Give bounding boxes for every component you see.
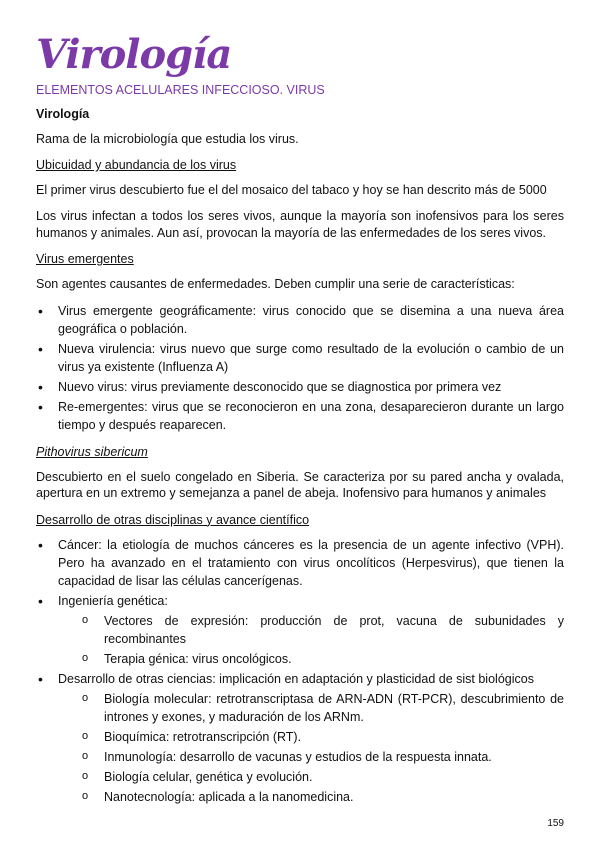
virologia-definition: Rama de la microbiología que estudia los virus. bbox=[36, 131, 299, 146]
otras-sublist bbox=[58, 690, 564, 806]
page-number: 159 bbox=[547, 818, 564, 829]
list-item: • Re-emergentes: virus que se reconocieron en una zona, desaparecieron durante un largo tiempo y después reaparecen. bbox=[36, 398, 564, 434]
section-heading-ubicuidad: Ubicuidad y abundancia de los virus bbox=[36, 158, 237, 172]
desarrollo-list bbox=[36, 536, 564, 806]
list-item-cancer: • Cáncer: la etiología de muchos cánceres es la presencia de un agente infectivo (VPH). Pero ha avanzado en el tratamiento con virus oncolíticos (Herpesvirus), que tienen la capacidad de lisar las células cancerígenas. bbox=[36, 536, 564, 590]
list-item: • Nueva virulencia: virus nuevo que surge como resultado de la evolución o cambio de un virus ya existente (Influenza A) bbox=[36, 340, 564, 376]
section-heading-pithovirus: Pithovirus sibericum bbox=[36, 445, 148, 459]
list-item-label: Desarrollo de otras ciencias: implicación en adaptación y plasticidad de sist biológicos bbox=[58, 672, 534, 686]
list-item: • Nuevo virus: virus previamente desconocido que se diagnostica por primera vez bbox=[36, 378, 564, 396]
ubicuidad-paragraph-1: El primer virus descubierto fue el del mosaico del tabaco y hoy se han descrito más de 5000 bbox=[36, 182, 547, 197]
list-item: • Virus emergente geográficamente: virus conocido que se disemina a una nueva área geográfica o población. bbox=[36, 302, 564, 338]
emergentes-list bbox=[36, 302, 564, 434]
section-heading-desarrollo: Desarrollo de otras disciplinas y avance científico bbox=[36, 512, 310, 527]
sublist-item: o Bioquímica: retrotranscripción (RT). bbox=[58, 728, 564, 746]
list-item-ingenieria-genetica bbox=[36, 592, 564, 668]
list-item-label: Ingeniería genética: bbox=[58, 594, 168, 608]
sublist-item: o Biología molecular: retrotranscriptasa de ARN-ADN (RT-PCR), descubrimiento de intrones y exones, y maduración de los ARNm. bbox=[58, 690, 564, 726]
pithovirus-paragraph: Descubierto en el suelo congelado en Siberia. Se caracteriza por su pared ancha y ovalada, apertura en un extremo y semejanza a panel de abeja. Inofensivo para humanos y animales bbox=[36, 469, 564, 500]
section-heading-virologia: Virología bbox=[36, 107, 90, 121]
sublist-item: o Terapia génica: virus oncológicos. bbox=[58, 650, 564, 668]
sublist-item: o Inmunología: desarrollo de vacunas y estudios de la respuesta innata. bbox=[58, 748, 564, 766]
list-item-otras-ciencias bbox=[36, 670, 564, 806]
sublist-item: o Vectores de expresión: producción de prot, vacuna de subunidades y recombinantes bbox=[58, 612, 564, 648]
section-heading-emergentes: Virus emergentes bbox=[36, 252, 134, 266]
document-page bbox=[36, 30, 564, 816]
page-title: Virología bbox=[36, 31, 232, 78]
sublist-item: o Biología celular, genética y evolución. bbox=[58, 768, 564, 786]
emergentes-intro: Son agentes causantes de enfermedades. Deben cumplir una serie de características: bbox=[36, 276, 515, 291]
sublist-item: o Nanotecnología: aplicada a la nanomedicina. bbox=[58, 788, 564, 806]
ubicuidad-paragraph-2: Los virus infectan a todos los seres vivos, aunque la mayoría son inofensivos para los seres humanos y animales. Aun así, provocan la mayoría de las enfermedades de los seres vivos. bbox=[36, 209, 564, 240]
genetica-sublist bbox=[58, 612, 564, 668]
page-subtitle: ELEMENTOS ACELULARES INFECCIOSO. VIRUS bbox=[36, 83, 325, 97]
